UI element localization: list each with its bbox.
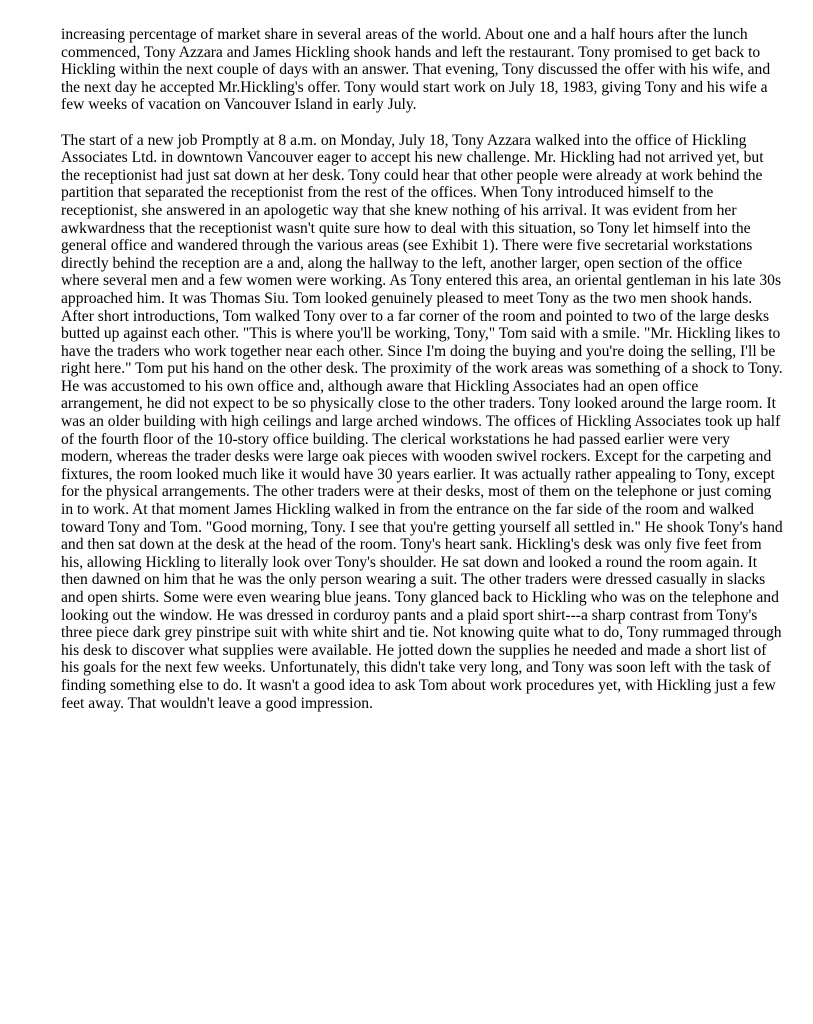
paragraph-lunch-offer: increasing percentage of market share in several areas of the world. About one and a half hours after the lunch commenced, Tony Azzara and James Hickling shook hands and left the restaurant. Tony promised to get back to Hickling within the next couple of days with an answer. That evening, Tony discussed the offer with his wife, and the next day he accepted Mr.Hickling's offer. Tony would start work on July 18, 1983, giving Tony and his wife a few weeks of vacation on Vancouver Island in early July. xyxy=(61,26,771,114)
paragraph-spacer xyxy=(61,114,783,132)
paragraph-new-job: The start of a new job Promptly at 8 a.m. on Monday, July 18, Tony Azzara walked into the office of Hickling Associates Ltd. in downtown Vancouver eager to accept his new challenge. Mr. Hickling had not arrived yet, but the receptionist had just sat down at her desk. Tony could hear that other people were already at work behind the partition that separated the receptionist from the rest of the offices. When Tony introduced himself to the receptionist, she answered in an apologetic way that she knew nothing of his arrival. It was evident from her awkwardness that the receptionist wasn't quite sure how to deal with this situation, so Tony let himself into the general office and wandered through the various areas (see Exhibit 1). There were five secretarial workstations directly behind the reception are a and, along the hallway to the left, another larger, open section of the office where several men and a few women were working. As Tony entered this area, an oriental gentleman in his late 30s approached him. It was Thomas Siu. Tom looked genuinely pleased to meet Tony as the two men shook hands. After short introductions, Tom walked Tony over to a far corner of the room and pointed to two of the large desks butted up against each other. "This is where you'll be working, Tony," Tom said with a smile. "Mr. Hickling likes to have the traders who work together near each other. Since I'm doing the buying and you're doing the selling, I'll be right here." Tom put his hand on the other desk. The proximity of the work areas was something of a shock to Tony. He was accustomed to his own office and, although aware that Hickling Associates had an open office arrangement, he did not expect to be so physically close to the other traders. Tony looked around the large room. It was an older building with high ceilings and large arched windows. The offices of Hickling Associates took up half of the fourth floor of the 10-story office building. The clerical workstations he had passed earlier were very modern, whereas the trader desks were large oak pieces with wooden swivel rockers. Except for the carpeting and fixtures, the room looked much like it would have 30 years earlier. It was actually rather appealing to Tony, except for the physical arrangements. The other traders were at their desks, most of them on the telephone or just coming in to work. At that moment James Hickling walked in from the entrance on the far side of the room and walked toward Tony and Tom. "Good morning, Tony. I see that you're getting yourself all settled in." He shook Tony's hand and then sat down at the desk at the head of the room. Tony's heart sank. Hickling's desk was only five feet from his, allowing Hickling to literally look over Tony's shoulder. He sat down and looked a round the room again. It then dawned on him that he was the only person wearing a suit. The other traders were dressed casually in slacks and open shirts. Some were even wearing blue jeans. Tony glanced back to Hickling who was on the telephone and looking out the window. He was dressed in corduroy pants and a plaid sport shirt---a sharp contrast from Tony's three piece dark grey pinstripe suit with white shirt and tie. Not knowing quite what to do, Tony rummaged through his desk to discover what supplies were available. He jotted down the supplies he needed and made a short list of his goals for the next few weeks. Unfortunately, this didn't take very long, and Tony was soon left with the task of finding something else to do. It wasn't a good idea to ask Tom about work procedures yet, with Hickling just a few feet away. That wouldn't leave a good impression. xyxy=(61,131,783,712)
